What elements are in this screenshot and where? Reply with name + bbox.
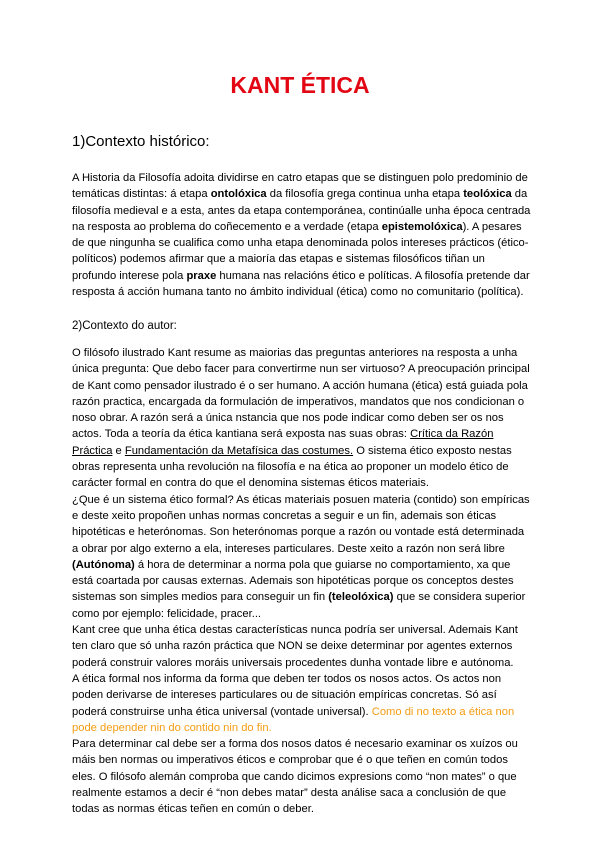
highlighted-sentence: Como di no texto a ética non pode depender nin do contido nin do fin. bbox=[72, 705, 515, 734]
work-title-groundwork: Fundamentación da Metafísica das costumes. bbox=[124, 444, 354, 457]
section-heading-author-context: 2)Contexto do autor: bbox=[72, 320, 177, 332]
document-title: KANT ÉTICA bbox=[230, 72, 370, 98]
section-heading-historical-context: 1)Contexto histórico: bbox=[72, 133, 210, 150]
paragraph-historical-context: A Historia da Filosofía adoita dividirse en catro etapas que se distinguen polo predominio de temáticas distintas: á etapa ontolóxica da filosofía grega continua unha etapa teolóxica da filosofía medieval e a esta, antes da etapa contemporánea, continúalle unha época centrada na resposta ao problema do coñecemento e a verdade (etapa epistemolóxica). A pesares de que ningunha se cualifica como unha etapa denominada polos intereses prácticos (ético-políticos) podemos afirmar que a maioría das etapas e sistemas filosóficos tiñan un profundo interese pola praxe humana nas relacións ético e políticas. A filosofía pretende dar resposta á acción humana tanto no ámbito individual (ética) como no comunitario (política). bbox=[72, 172, 531, 299]
paragraph-author-context: O filósofo ilustrado Kant resume as maiorias das preguntas anteriores na resposta a unha única pregunta: Que debo facer para convertirme nun ser virtuoso? A preocupación principal de Kant como pensador ilustrado é o ser humano. A acción humana (ética) está guiada pola razón practica, encargada da formulación de imperativos, mandatos que nos condicionan o noso obrar. A razón será a única nstancia que nos pode indicar como deben ser os nos actos. Toda a teoría da ética kantiana será exposta nas suas obras: Crítica da Razón Práctica e Fundamentación da Metafísica das costumes. O sistema ético exposto nestas obras representa unha revolución na filosofía e na ética ao proponer un modelo ético de carácter formal en contra do que el denomina sistemas éticos materiais. ¿Que é un sistema ético formal? As éticas materiais posuen materia (contido) son empíricas e deste xeito propoñen unhas normas concretas a seguir e un fin, ademais son éticas hipotéticas e heterónomas. Son heterónomas porque a razón ou vontade está determinada a obrar por algo externo a ela, intereses particulares. Deste xeito a razón non será libre (Autónoma) á hora de determinar a norma pola que guiarse no comportamiento, xa que está coartada por causas externas. Ademais son hipotéticas porque os conceptos destes sistemas son simples medios para conseguir un fin (teleolóxica) que se considera superior como por ejemplo: felicidade, pracer... Kant cree que unha ética destas características nunca podría ser universal. Ademais Kant ten claro que só unha razón práctica que NON se deixe determinar por agentes externos poderá construir valores moráis universais procedentes dunha vontade libre e autónoma. A ética formal nos informa da forma que deben ter todos os nosos actos. Os actos non poden derivarse de intereses particulares ou de situación empíricas concretas. Só así poderá construirse unha ética universal (vontade universal). Como di no texto a ética non pode depender nin do contido nin do fin. Para determinar cal debe ser a forma dos nosos datos é necesario examinar os xuízos ou máis ben normas ou imperativos éticos e comprobar que é o que teñen en común todos eles. O filósofo alemán comproba que cando dicimos expresions como “non mates” o que realmente estamos a decir é “non debes matar” desta análise saca a conclusión de que todas as normas éticas teñen en común o deber. bbox=[72, 347, 530, 816]
work-title-critique: Crítica da Razón Práctica bbox=[72, 428, 494, 457]
